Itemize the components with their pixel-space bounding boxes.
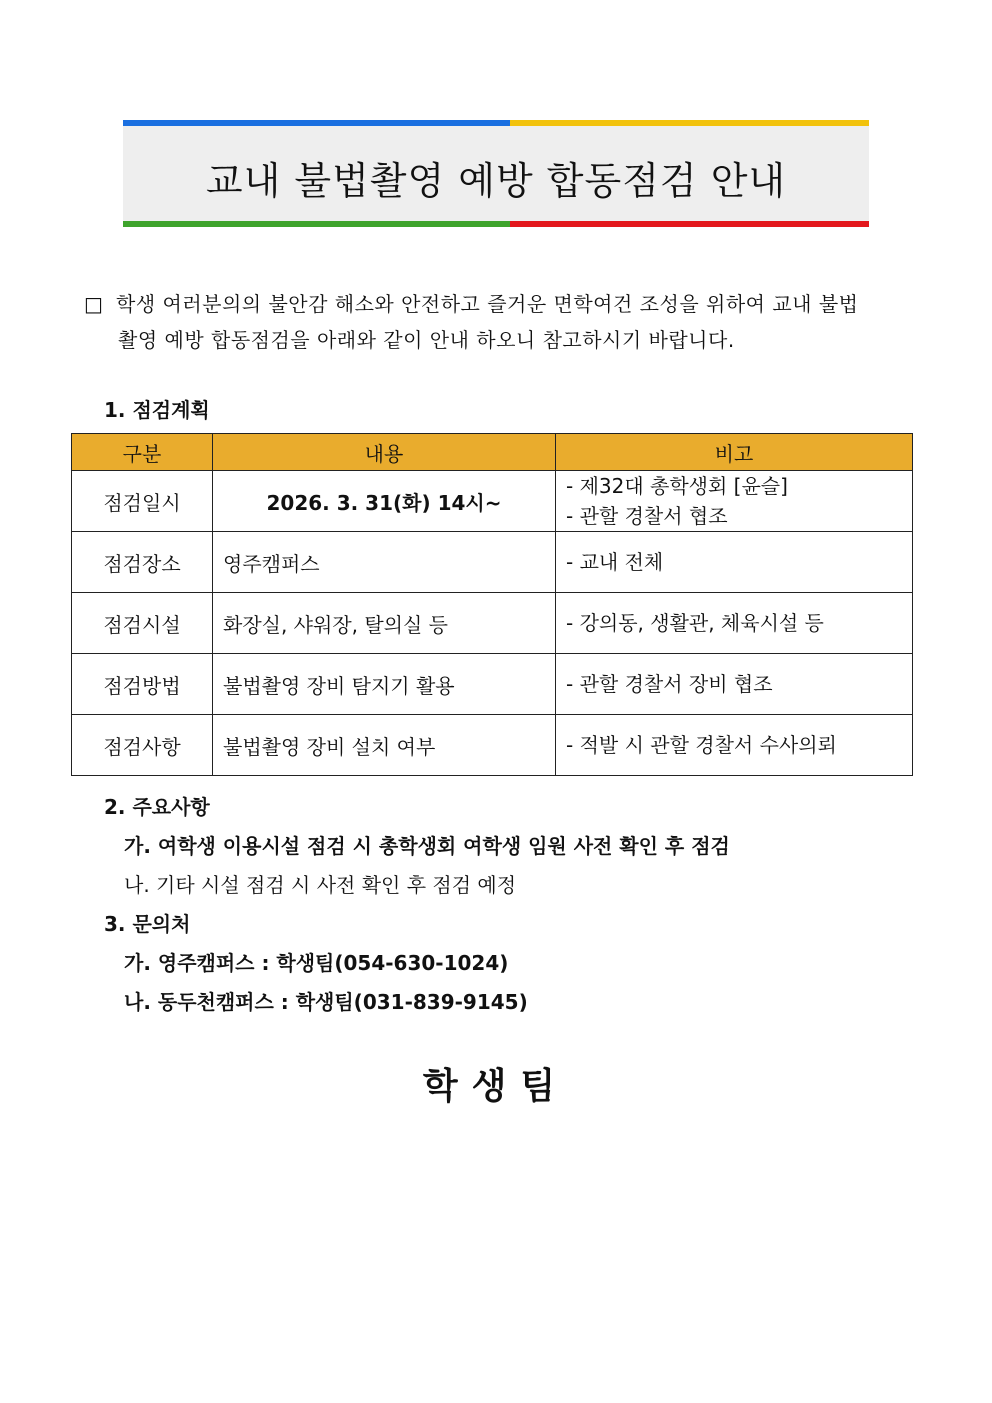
- row-content: 불법촬영 장비 설치 여부: [213, 715, 556, 776]
- table-row: [72, 593, 913, 654]
- remark-line: - 적발 시 관할 경찰서 수사의뢰: [566, 733, 837, 757]
- title-bar-green: [123, 221, 510, 227]
- section-2-heading: 2. 주요사항: [104, 795, 210, 819]
- contact-dongducheon: 나. 동두천캠퍼스 : 학생팀(031-839-9145): [124, 990, 528, 1014]
- row-content: 2026. 3. 31(화) 14시~: [213, 471, 556, 532]
- row-content: 불법촬영 장비 탐지기 활용: [213, 654, 556, 715]
- section-2-item-1: 가. 여학생 이용시설 점검 시 총학생회 여학생 임원 사전 확인 후 점검: [124, 834, 730, 858]
- table-header-content: 내용: [213, 434, 556, 471]
- remark-line: - 관할 경찰서 협조: [566, 504, 728, 528]
- row-remarks: [556, 471, 913, 532]
- table-header-remarks: 비고: [556, 434, 913, 471]
- title-banner: [123, 120, 869, 227]
- row-content: 화장실, 샤워장, 탈의실 등: [213, 593, 556, 654]
- row-content: 영주캠퍼스: [213, 532, 556, 593]
- title-bar-blue: [123, 120, 510, 126]
- intro-line-1: 학생 여러분의의 불안감 해소와 안전하고 즐거운 면학여건 조성을 위하여 교내 불법: [116, 292, 859, 316]
- remark-line: - 교내 전체: [566, 550, 664, 574]
- table-row: [72, 471, 913, 532]
- signature-student-team: 학생팀: [422, 1066, 570, 1107]
- inspection-plan-table: [71, 433, 913, 776]
- remark-line: - 강의동, 생활관, 체육시설 등: [566, 611, 824, 635]
- row-label: 점검장소: [72, 532, 213, 593]
- row-remarks: [556, 532, 913, 593]
- intro-paragraph: [84, 286, 924, 358]
- remark-line: - 제32대 총학생회 [윤슬]: [566, 474, 788, 498]
- remark-line: - 관할 경찰서 장비 협조: [566, 672, 773, 696]
- section-1-heading: 1. 점검계획: [104, 398, 210, 422]
- row-remarks: [556, 654, 913, 715]
- title-bar-yellow: [510, 120, 869, 126]
- table-header-category: 구분: [72, 434, 213, 471]
- row-label: 점검사항: [72, 715, 213, 776]
- row-label: 점검방법: [72, 654, 213, 715]
- section-3-heading: 3. 문의처: [104, 912, 191, 936]
- row-label: 점검일시: [72, 471, 213, 532]
- section-2-item-2: 나. 기타 시설 점검 시 사전 확인 후 점검 예정: [124, 873, 517, 897]
- row-remarks: [556, 593, 913, 654]
- table-row: [72, 654, 913, 715]
- table-header-row: [72, 434, 913, 471]
- page-title: 교내 불법촬영 예방 합동점검 안내: [205, 159, 787, 203]
- title-bar-red: [510, 221, 869, 227]
- table-row: [72, 715, 913, 776]
- contact-yeongju: 가. 영주캠퍼스 : 학생팀(054-630-1024): [124, 951, 509, 975]
- checkbox-mark-icon: □: [84, 292, 104, 316]
- row-label: 점검시설: [72, 593, 213, 654]
- intro-line-2: 촬영 예방 합동점검을 아래와 같이 안내 하오니 참고하시기 바랍니다.: [118, 328, 735, 352]
- table-row: [72, 532, 913, 593]
- row-remarks: [556, 715, 913, 776]
